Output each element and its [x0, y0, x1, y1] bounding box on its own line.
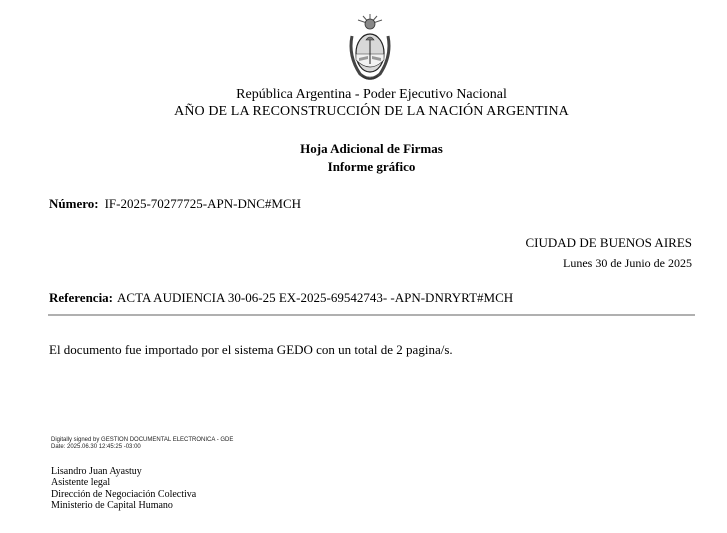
header-government-line: República Argentina - Poder Ejecutivo Nacional	[236, 87, 507, 102]
header-year-motto: AÑO DE LA RECONSTRUCCIÓN DE LA NACIÓN ARGENTINA	[174, 104, 569, 119]
body-text: El documento fue importado por el sistema GEDO con un total de 2 pagina/s.	[49, 342, 453, 357]
document-title: Hoja Adicional de Firmas	[300, 141, 443, 156]
city: CIUDAD DE BUENOS AIRES	[525, 235, 692, 250]
document-number-label: Número:	[49, 196, 99, 211]
signer-position: Asistente legal	[51, 477, 111, 488]
coat-of-arms-emblem	[346, 12, 394, 84]
document-subtitle: Informe gráfico	[327, 159, 416, 174]
reference	[49, 290, 513, 306]
signer-office: Dirección de Negociación Colectiva	[51, 489, 197, 500]
document-number-value: IF-2025-70277725-APN-DNC#MCH	[104, 196, 302, 211]
reference-value: ACTA AUDIENCIA 30-06-25 EX-2025-69542743- -APN-DNRYRT#MCH	[117, 290, 514, 305]
signer-ministry: Ministerio de Capital Humano	[51, 500, 173, 511]
digital-signature-line: Digitally signed by GESTION DOCUMENTAL ELECTRONICA - GDE	[51, 437, 234, 443]
document-date: Lunes 30 de Junio de 2025	[563, 256, 692, 270]
digital-signature-date: Date: 2025.06.30 12:45:25 -03:00	[51, 444, 141, 450]
signer-name: Lisandro Juan Ayastuy	[51, 466, 142, 477]
document-number	[49, 196, 301, 212]
reference-label: Referencia:	[49, 290, 114, 305]
divider	[48, 314, 695, 316]
